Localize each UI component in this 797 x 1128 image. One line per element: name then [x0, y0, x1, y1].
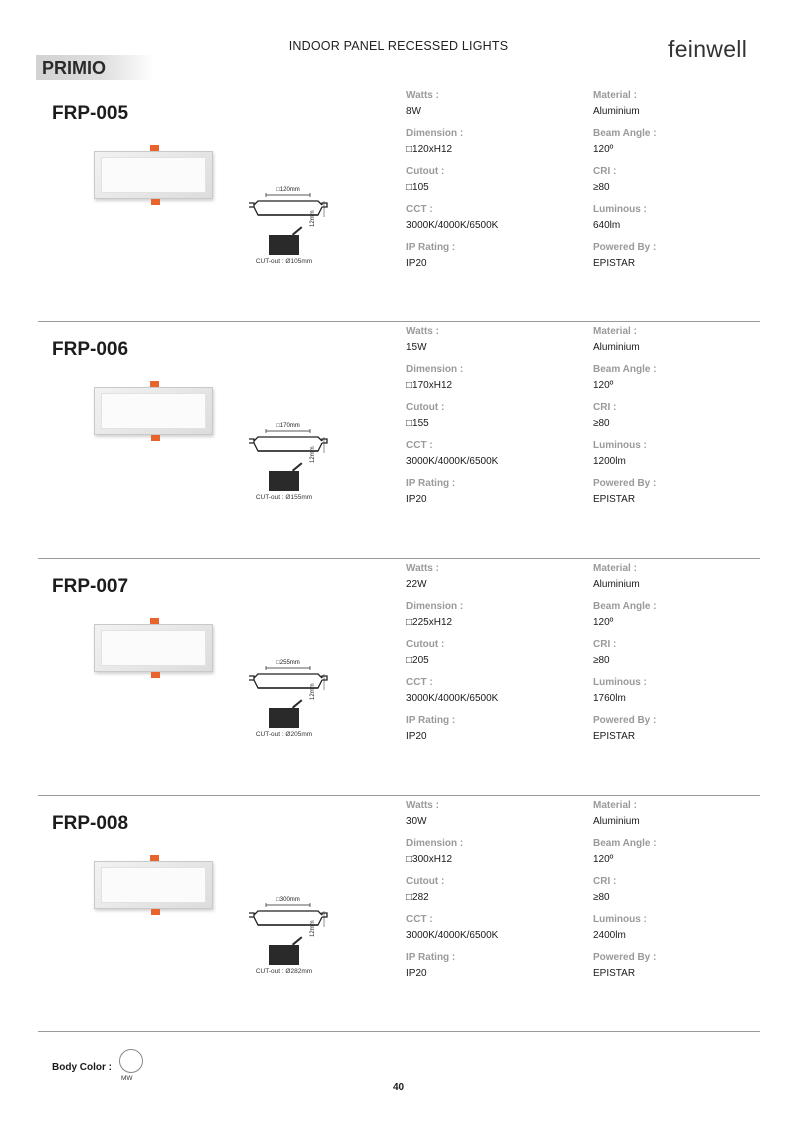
- spec-label-material: Material :: [593, 800, 637, 811]
- spec-value-luminous: 1200lm: [593, 456, 626, 467]
- spring-clip: [150, 855, 159, 861]
- spring-clip: [151, 435, 160, 441]
- spec-label-watts: Watts :: [406, 800, 439, 811]
- spec-label-beam-angle: Beam Angle :: [593, 838, 657, 849]
- panel-light-image: [94, 861, 213, 909]
- spec-value-dimension: □300xH12: [406, 854, 453, 865]
- spec-value-dimension: □170xH12: [406, 380, 453, 391]
- spec-label-watts: Watts :: [406, 326, 439, 337]
- spring-clip: [151, 199, 160, 205]
- spring-clip: [150, 381, 159, 387]
- spec-label-dimension: Dimension :: [406, 128, 464, 139]
- cut-out-icon: [269, 235, 299, 255]
- diagram-height-label: 12mm: [310, 920, 316, 937]
- diagram-height-label: 12mm: [310, 683, 316, 700]
- section-divider: [38, 558, 760, 559]
- spec-value-luminous: 1760lm: [593, 693, 626, 704]
- panel-lens: [101, 157, 206, 193]
- spec-value-luminous: 2400lm: [593, 930, 626, 941]
- panel-lens: [101, 867, 206, 903]
- spec-value-cct: 3000K/4000K/6500K: [406, 930, 499, 941]
- series-tab: [36, 55, 154, 80]
- spec-value-luminous: 640lm: [593, 220, 621, 231]
- panel-lens: [101, 630, 206, 666]
- spec-value-watts: 30W: [406, 816, 427, 827]
- panel-light-image: [94, 387, 213, 435]
- cut-out-notch: [292, 226, 302, 235]
- cut-out-icon: [269, 471, 299, 491]
- spec-value-cutout: □205: [406, 655, 429, 666]
- spec-value-cri: ≥80: [593, 655, 610, 666]
- spec-label-dimension: Dimension :: [406, 601, 464, 612]
- section-divider: [38, 795, 760, 796]
- cut-out-icon: [269, 708, 299, 728]
- spec-label-ip-rating: IP Rating :: [406, 952, 456, 963]
- spec-label-beam-angle: Beam Angle :: [593, 601, 657, 612]
- body-color-swatch: [119, 1049, 143, 1073]
- spec-label-material: Material :: [593, 90, 637, 101]
- spring-clip: [151, 672, 160, 678]
- spec-value-ip-rating: IP20: [406, 731, 427, 742]
- spec-label-dimension: Dimension :: [406, 838, 464, 849]
- body-color-label: Body Color :: [52, 1062, 112, 1073]
- spec-label-luminous: Luminous :: [593, 677, 647, 688]
- spec-value-powered-by: EPISTAR: [593, 968, 636, 979]
- spec-label-luminous: Luminous :: [593, 440, 647, 451]
- diagram-height-label: 12mm: [310, 446, 316, 463]
- dimension-diagram: [246, 423, 330, 463]
- diagram-height-label: 12mm: [310, 210, 316, 227]
- panel-light-image: [94, 151, 213, 199]
- spec-value-beam-angle: 120º: [593, 617, 614, 628]
- spec-value-watts: 22W: [406, 579, 427, 590]
- diagram-width-label: □120mm: [276, 187, 300, 193]
- page-number: 40: [392, 1082, 405, 1093]
- spec-label-cutout: Cutout :: [406, 402, 445, 413]
- spec-value-ip-rating: IP20: [406, 494, 427, 505]
- spec-value-ip-rating: IP20: [406, 968, 427, 979]
- spec-label-dimension: Dimension :: [406, 364, 464, 375]
- cut-out-notch: [292, 936, 302, 945]
- dimension-diagram: [246, 660, 330, 700]
- spec-value-material: Aluminium: [593, 106, 640, 117]
- cut-out-notch: [292, 699, 302, 708]
- spec-value-cri: ≥80: [593, 418, 610, 429]
- spec-value-dimension: □120xH12: [406, 144, 453, 155]
- spec-label-beam-angle: Beam Angle :: [593, 364, 657, 375]
- spec-label-powered-by: Powered By :: [593, 242, 657, 253]
- spec-label-cutout: Cutout :: [406, 876, 445, 887]
- panel-lens: [101, 393, 206, 429]
- spec-value-powered-by: EPISTAR: [593, 731, 636, 742]
- spec-value-powered-by: EPISTAR: [593, 494, 636, 505]
- spec-value-watts: 15W: [406, 342, 427, 353]
- spec-value-cri: ≥80: [593, 892, 610, 903]
- spec-label-material: Material :: [593, 326, 637, 337]
- product-section: [0, 85, 797, 322]
- dimension-drawing: [246, 897, 330, 937]
- product-model: FRP-005: [52, 103, 129, 124]
- product-model: FRP-007: [52, 576, 129, 597]
- spec-value-material: Aluminium: [593, 342, 640, 353]
- diagram-width-label: □255mm: [276, 660, 300, 666]
- spec-label-luminous: Luminous :: [593, 914, 647, 925]
- section-divider: [38, 321, 760, 322]
- footer-divider: [38, 1031, 760, 1032]
- spec-label-material: Material :: [593, 563, 637, 574]
- spec-value-material: Aluminium: [593, 816, 640, 827]
- spec-label-watts: Watts :: [406, 90, 439, 101]
- spec-value-watts: 8W: [406, 106, 421, 117]
- spec-value-material: Aluminium: [593, 579, 640, 590]
- panel-light-image: [94, 624, 213, 672]
- spec-label-luminous: Luminous :: [593, 204, 647, 215]
- brand-logo: feinwell: [668, 36, 748, 62]
- spec-value-cct: 3000K/4000K/6500K: [406, 456, 499, 467]
- spec-value-ip-rating: IP20: [406, 258, 427, 269]
- cut-out-icon: [269, 945, 299, 965]
- dimension-drawing: [246, 660, 330, 700]
- diagram-width-label: □300mm: [276, 897, 300, 903]
- spec-label-cutout: Cutout :: [406, 166, 445, 177]
- diagram-width-label: □170mm: [276, 423, 300, 429]
- cut-out-label: CUT-out : Ø105mm: [255, 258, 313, 265]
- spec-label-cct: CCT :: [406, 440, 433, 451]
- spec-label-cri: CRI :: [593, 166, 617, 177]
- spec-label-cct: CCT :: [406, 677, 433, 688]
- spec-label-powered-by: Powered By :: [593, 715, 657, 726]
- spec-label-watts: Watts :: [406, 563, 439, 574]
- spec-label-cri: CRI :: [593, 402, 617, 413]
- spec-value-powered-by: EPISTAR: [593, 258, 636, 269]
- spring-clip: [151, 909, 160, 915]
- spec-label-powered-by: Powered By :: [593, 952, 657, 963]
- product-model: FRP-006: [52, 339, 129, 360]
- series-name: PRIMIO: [42, 58, 107, 78]
- spec-value-dimension: □225xH12: [406, 617, 453, 628]
- spring-clip: [150, 618, 159, 624]
- spec-label-cct: CCT :: [406, 204, 433, 215]
- cut-out-label: CUT-out : Ø282mm: [255, 968, 313, 975]
- body-color-swatch-label: MW: [121, 1075, 133, 1082]
- dimension-drawing: [246, 423, 330, 463]
- spec-value-cct: 3000K/4000K/6500K: [406, 693, 499, 704]
- spec-label-cri: CRI :: [593, 639, 617, 650]
- spec-label-ip-rating: IP Rating :: [406, 715, 456, 726]
- dimension-diagram: [246, 187, 330, 227]
- spec-label-ip-rating: IP Rating :: [406, 242, 456, 253]
- spring-clip: [150, 145, 159, 151]
- spec-label-cri: CRI :: [593, 876, 617, 887]
- spec-value-cri: ≥80: [593, 182, 610, 193]
- cut-out-label: CUT-out : Ø205mm: [255, 731, 313, 738]
- product-model: FRP-008: [52, 813, 129, 834]
- spec-label-powered-by: Powered By :: [593, 478, 657, 489]
- spec-value-beam-angle: 120º: [593, 144, 614, 155]
- product-section: [0, 795, 797, 1032]
- spec-label-cct: CCT :: [406, 914, 433, 925]
- page-header-title: INDOOR PANEL RECESSED LIGHTS: [288, 39, 509, 53]
- product-section: [0, 321, 797, 558]
- spec-label-cutout: Cutout :: [406, 639, 445, 650]
- spec-value-beam-angle: 120º: [593, 854, 614, 865]
- spec-value-cutout: □282: [406, 892, 429, 903]
- spec-value-cutout: □105: [406, 182, 429, 193]
- spec-value-cutout: □155: [406, 418, 429, 429]
- spec-label-ip-rating: IP Rating :: [406, 478, 456, 489]
- product-section: [0, 558, 797, 795]
- spec-value-beam-angle: 120º: [593, 380, 614, 391]
- spec-label-beam-angle: Beam Angle :: [593, 128, 657, 139]
- spec-value-cct: 3000K/4000K/6500K: [406, 220, 499, 231]
- cut-out-notch: [292, 462, 302, 471]
- dimension-drawing: [246, 187, 330, 227]
- dimension-diagram: [246, 897, 330, 937]
- cut-out-label: CUT-out : Ø155mm: [255, 494, 313, 501]
